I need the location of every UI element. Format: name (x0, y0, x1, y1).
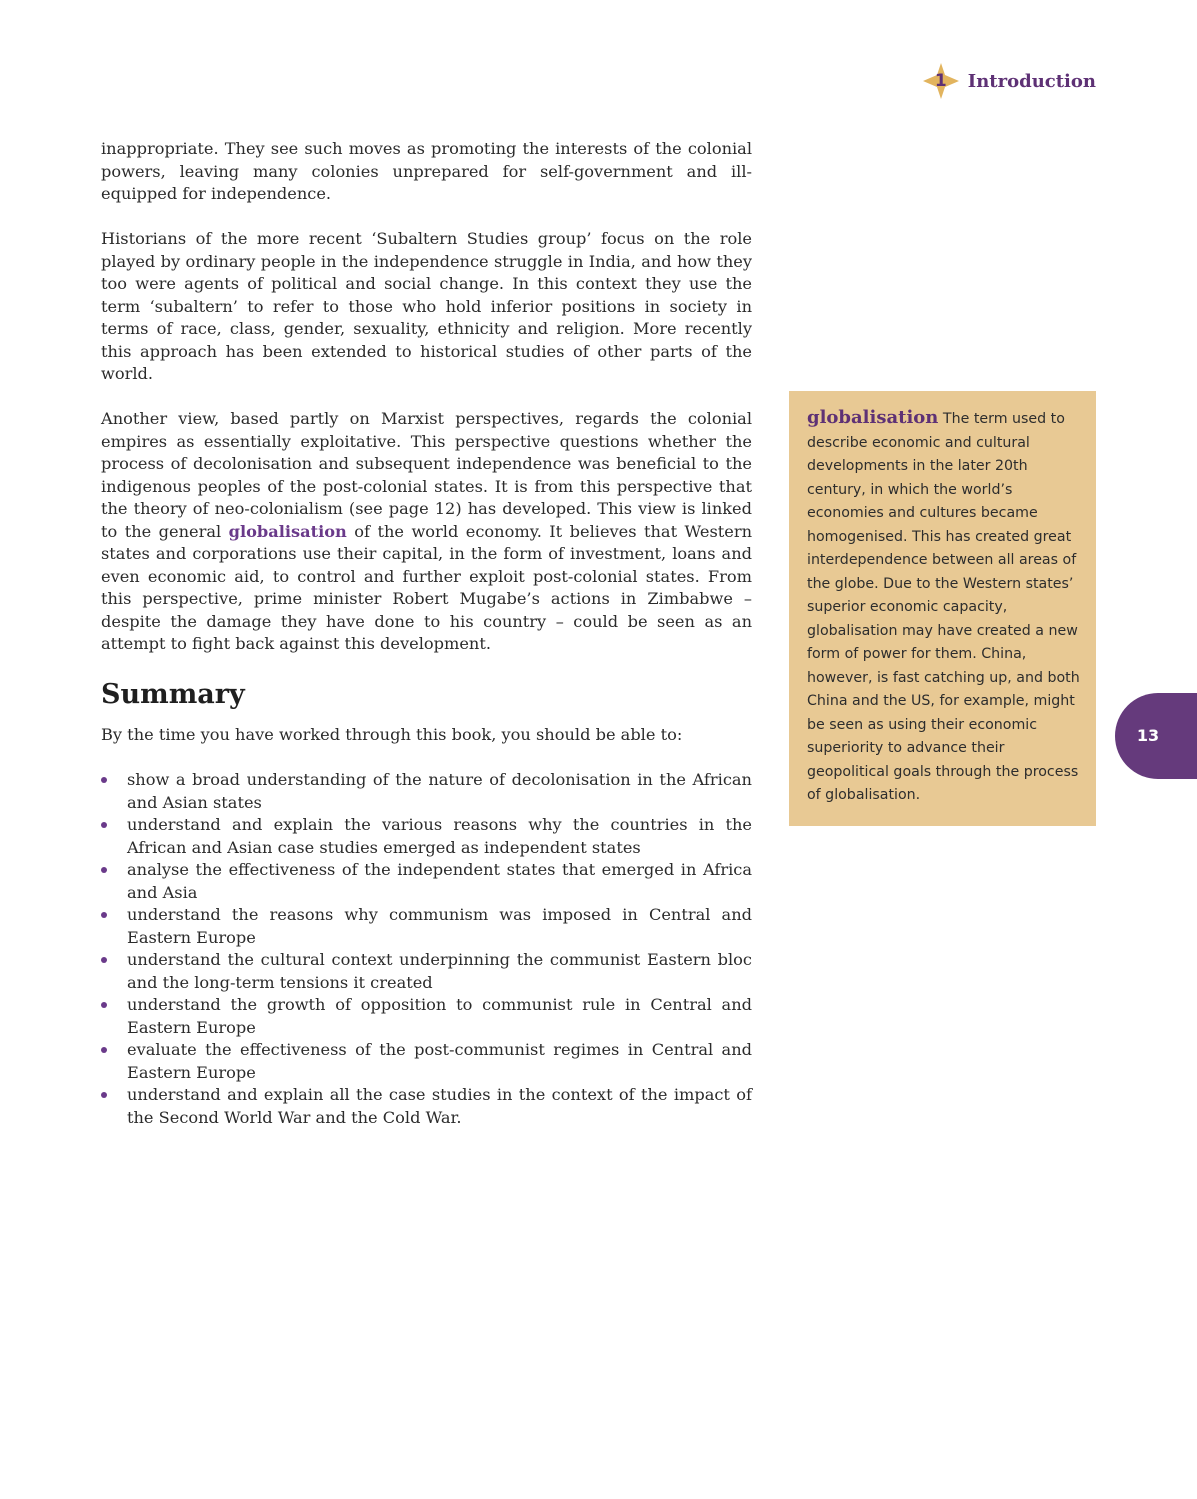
bullet-icon (101, 912, 107, 918)
chapter-number: 1 (934, 71, 947, 91)
paragraph-text: Another view, based partly on Marxist perspectives, regards the colonial empires as essentially exploitative. This perspective questions whether the process of decolonisation and subsequent independence was beneficial to the indigenous peoples of the post-colonial states. It is from this perspective that the theory of neo-colonialism (see page 12) has developed. This view is linked to the general (101, 409, 752, 541)
chapter-star-icon (922, 62, 960, 100)
bullet-icon (101, 1092, 107, 1098)
list-item (101, 1039, 752, 1084)
list-item-text: show a broad understanding of the nature of decolonisation in the African and Asian states (127, 770, 752, 812)
list-item (101, 949, 752, 994)
page-number: 13 (1136, 726, 1160, 745)
list-item-text: analyse the effectiveness of the independent states that emerged in Africa and Asia (127, 860, 752, 902)
list-item (101, 904, 752, 949)
main-text (101, 138, 752, 1129)
bullet-icon (101, 867, 107, 873)
glossary-term-link[interactable]: globalisation (228, 521, 347, 541)
list-item-text: understand and explain the various reasons why the countries in the African and Asian case studies emerged as independent states (127, 815, 752, 857)
summary-heading: Summary (101, 679, 245, 710)
summary-intro: By the time you have worked through this book, you should be able to: (101, 725, 683, 744)
list-item-text: evaluate the effectiveness of the post-communist regimes in Central and Eastern Europe (127, 1040, 752, 1082)
list-item (101, 1084, 752, 1129)
list-item (101, 769, 752, 814)
list-item-text: understand the growth of opposition to communist rule in Central and Eastern Europe (127, 995, 752, 1037)
list-item-text: understand and explain all the case studies in the context of the impact of the Second World War and the Cold War. (127, 1085, 752, 1127)
bullet-icon (101, 822, 107, 828)
bullet-icon (101, 777, 107, 783)
objectives-list (101, 769, 752, 1129)
paragraph-globalisation (101, 408, 752, 656)
paragraph: inappropriate. They see such moves as promoting the interests of the colonial powers, leaving many colonies unprepared for self-government and ill-equipped for independence. (101, 139, 752, 203)
glossary-term: globalisation (807, 407, 939, 428)
chapter-header (922, 62, 1096, 100)
list-item (101, 994, 752, 1039)
chapter-title: Introduction (967, 70, 1096, 92)
list-item (101, 859, 752, 904)
paragraph: Historians of the more recent ‘Subaltern Studies group’ focus on the role played by ordinary people in the independence struggle in India, and how they too were agents of political and social change. In this context they use the term ‘subaltern’ to refer to those who hold inferior positions in society in terms of race, class, gender, sexuality, ethnicity and religion. More recently this approach has been extended to historical studies of other parts of the world. (101, 229, 752, 383)
list-item-text: understand the cultural context underpinning the communist Eastern bloc and the long-term tensions it created (127, 950, 752, 992)
list-item (101, 814, 752, 859)
glossary-box (789, 391, 1096, 826)
bullet-icon (101, 1002, 107, 1008)
glossary-definition: The term used to describe economic and cultural developments in the later 20th century, in which the world’s economies and cultures became homogenised. This has created great interdependence between all areas of the globe. Due to the Western states’ superior economic capacity, globalisation may have created a new form of power for them. China, however, is fast catching up, and both China and the US, for example, might be seen as using their economic superiority to advance their geopolitical goals through the process of globalisation. (807, 411, 1080, 803)
bullet-icon (101, 1047, 107, 1053)
paragraph-text: of the world economy. It believes that Western states and corporations use their capital, in the form of investment, loans and even economic aid, to control and further exploit post-colonial states. From this perspective, prime minister Robert Mugabe’s actions in Zimbabwe – despite the damage they have done to his country – could be seen as an attempt to fight back against this development. (101, 521, 752, 653)
list-item-text: understand the reasons why communism was imposed in Central and Eastern Europe (127, 905, 752, 947)
bullet-icon (101, 957, 107, 963)
